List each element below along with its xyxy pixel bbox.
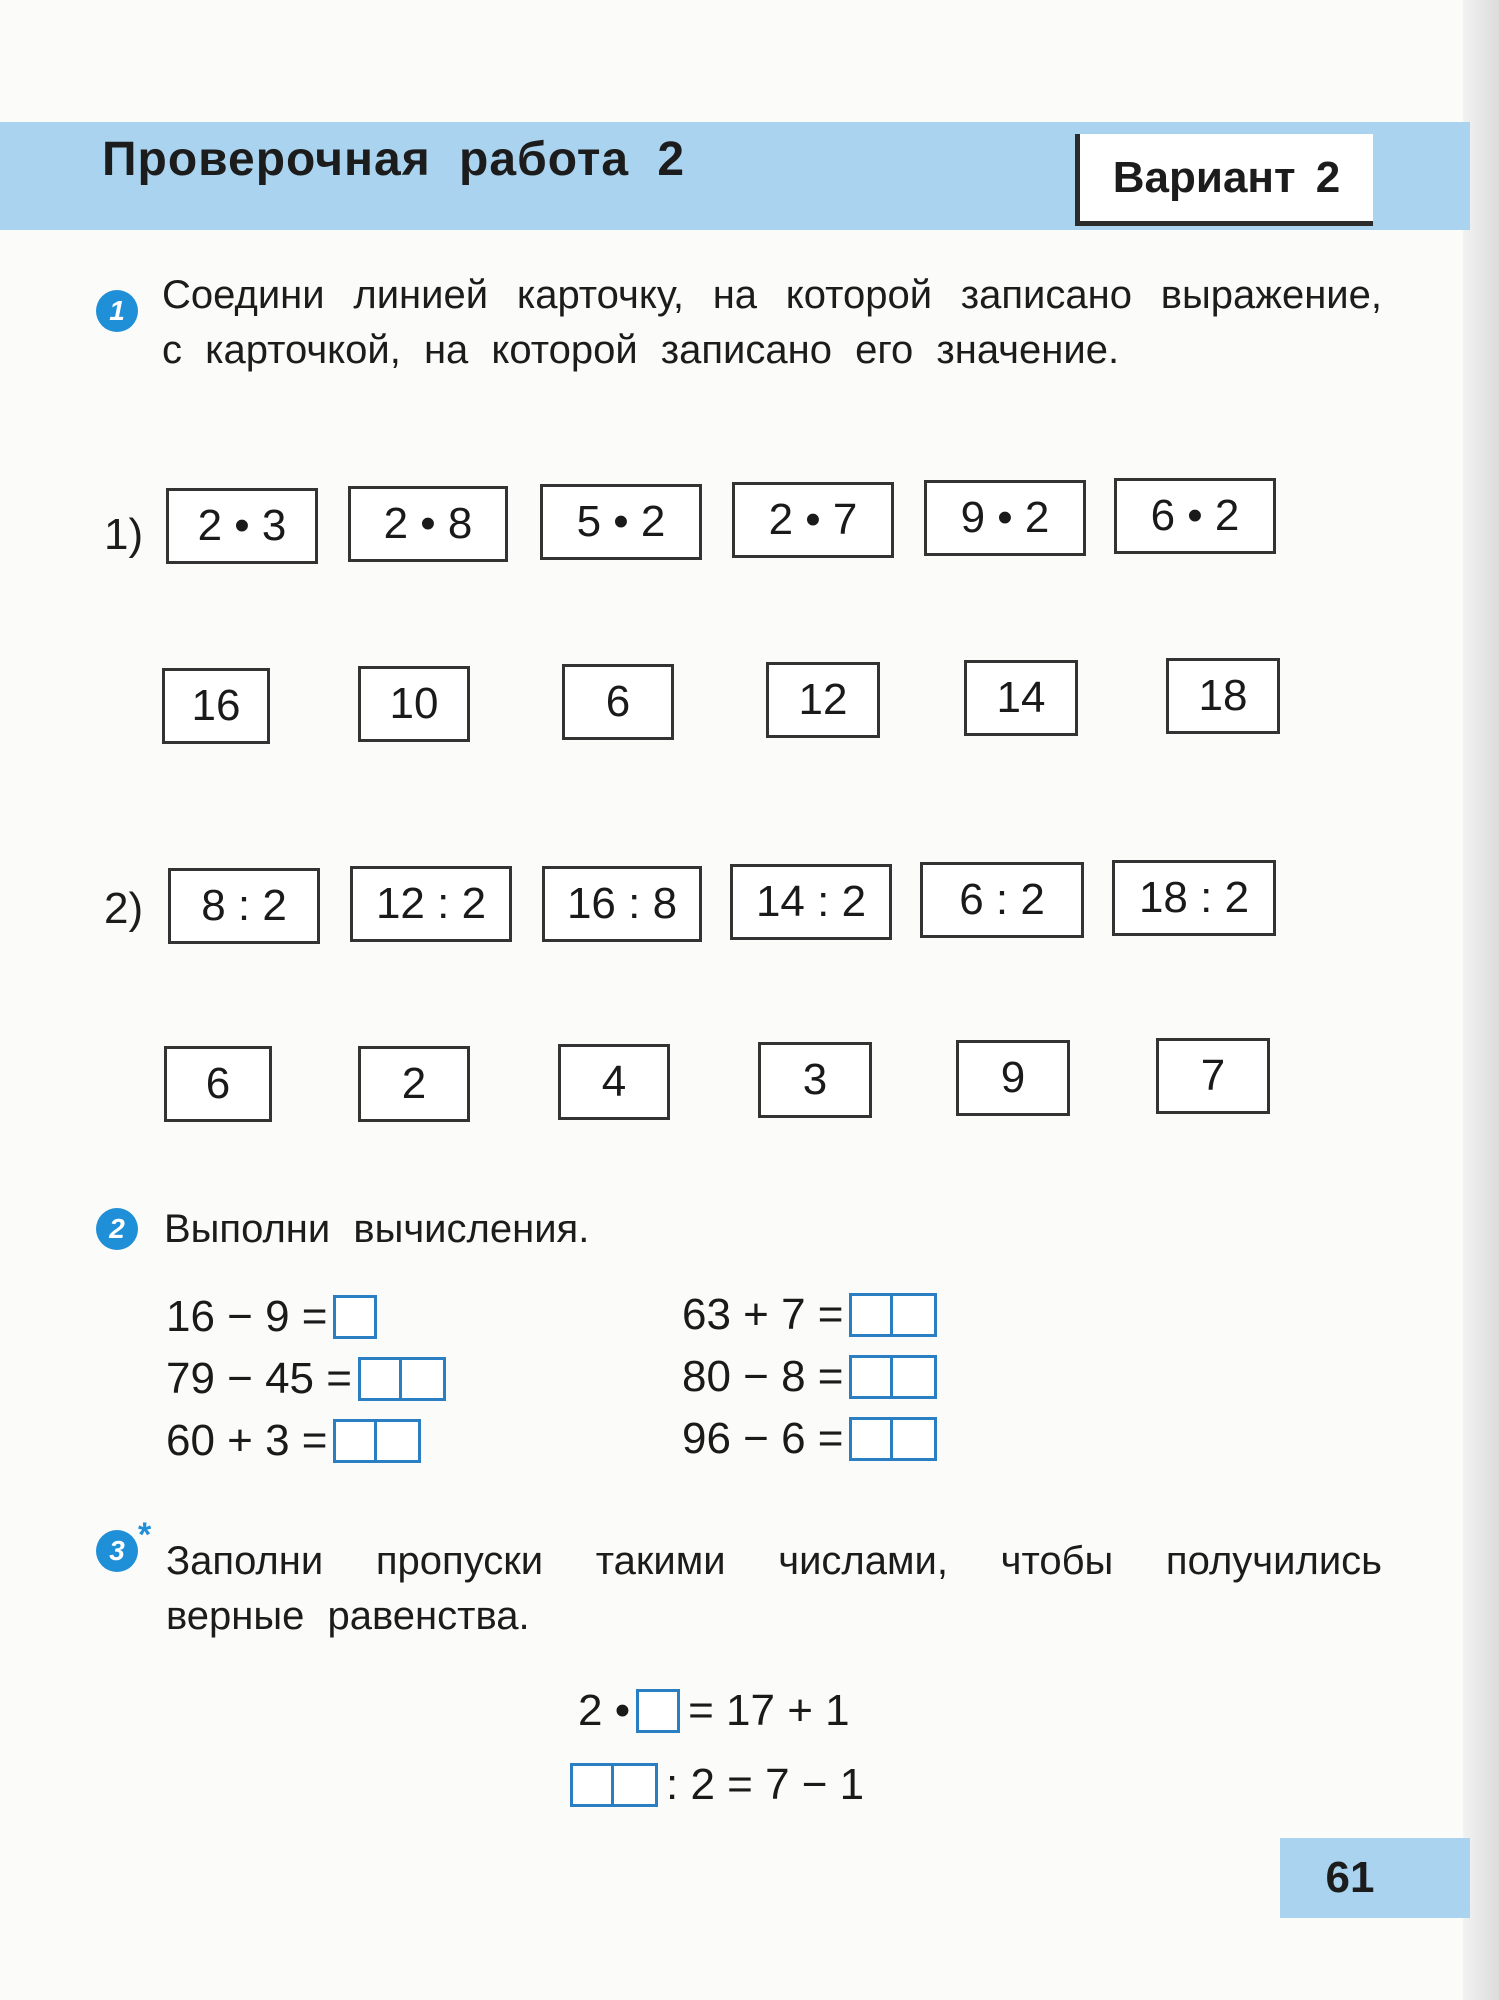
- expression-card[interactable]: 6 : 2: [920, 862, 1084, 938]
- variant-label: Вариант 2: [1112, 152, 1341, 202]
- task-3-star: *: [138, 1516, 152, 1554]
- expression-card[interactable]: 2 • 7: [732, 482, 894, 558]
- value-card[interactable]: 4: [558, 1044, 670, 1120]
- value-card[interactable]: 2: [358, 1046, 470, 1122]
- equation-text: 96 − 6 =: [682, 1414, 844, 1463]
- equation: [570, 1760, 864, 1810]
- answer-box[interactable]: [333, 1419, 421, 1463]
- value-card[interactable]: 16: [162, 668, 270, 744]
- equation: [166, 1292, 377, 1342]
- value-card[interactable]: 6: [164, 1046, 272, 1122]
- task-3-icon: 3: [96, 1530, 138, 1572]
- equation: [682, 1290, 937, 1340]
- expression-card[interactable]: 12 : 2: [350, 866, 512, 942]
- task-3-text: Заполни пропуски такими числами, чтобы получились верные равенства.: [166, 1539, 1382, 1638]
- expression-card[interactable]: 6 • 2: [1114, 478, 1276, 554]
- answer-box[interactable]: [849, 1355, 937, 1399]
- row-1-label: 1): [104, 510, 144, 559]
- expression-card[interactable]: 2 • 8: [348, 486, 508, 562]
- equation: [682, 1352, 937, 1402]
- expression-card[interactable]: 9 • 2: [924, 480, 1086, 556]
- equation-text: = 17 + 1: [688, 1686, 850, 1735]
- equation-text: 79 − 45 =: [166, 1354, 352, 1403]
- expression-card[interactable]: 2 • 3: [166, 488, 318, 564]
- value-card[interactable]: 6: [562, 664, 674, 740]
- row-2-label: 2): [104, 884, 144, 933]
- page-edge: [1463, 0, 1499, 2000]
- expression-card[interactable]: 14 : 2: [730, 864, 892, 940]
- answer-box[interactable]: [849, 1417, 937, 1461]
- equation: [682, 1414, 937, 1464]
- equation-text: 60 + 3 =: [166, 1416, 328, 1465]
- task-1-text: Соедини линией карточку, на которой записано выражение, с карточкой, на которой записано его значение.: [162, 273, 1382, 372]
- answer-box[interactable]: [570, 1763, 658, 1807]
- equation: [166, 1354, 446, 1404]
- expression-card[interactable]: 16 : 8: [542, 866, 702, 942]
- expression-card[interactable]: 18 : 2: [1112, 860, 1276, 936]
- value-card[interactable]: 7: [1156, 1038, 1270, 1114]
- equation: [578, 1686, 850, 1736]
- value-card[interactable]: 18: [1166, 658, 1280, 734]
- equation-text: 63 + 7 =: [682, 1290, 844, 1339]
- value-card[interactable]: 10: [358, 666, 470, 742]
- variant-box: [1075, 134, 1373, 226]
- answer-box[interactable]: [636, 1689, 680, 1733]
- page-number: 61: [1325, 1853, 1375, 1902]
- page-title: Проверочная работа 2: [102, 133, 686, 186]
- answer-box[interactable]: [358, 1357, 446, 1401]
- task-1-icon: 1: [96, 290, 138, 332]
- value-card[interactable]: 3: [758, 1042, 872, 1118]
- value-card[interactable]: 14: [964, 660, 1078, 736]
- task-2-text: Выполни вычисления.: [164, 1207, 590, 1251]
- value-card[interactable]: 12: [766, 662, 880, 738]
- value-card[interactable]: 9: [956, 1040, 1070, 1116]
- equation-text: 80 − 8 =: [682, 1352, 844, 1401]
- equation-text: 16 − 9 =: [166, 1292, 328, 1341]
- equation: [166, 1416, 421, 1466]
- answer-box[interactable]: [333, 1295, 377, 1339]
- task-2-icon: 2: [96, 1208, 138, 1250]
- equation-text: : 2 = 7 − 1: [666, 1760, 865, 1809]
- expression-card[interactable]: 5 • 2: [540, 484, 702, 560]
- equation-text: 2 •: [578, 1686, 631, 1735]
- expression-card[interactable]: 8 : 2: [168, 868, 320, 944]
- answer-box[interactable]: [849, 1293, 937, 1337]
